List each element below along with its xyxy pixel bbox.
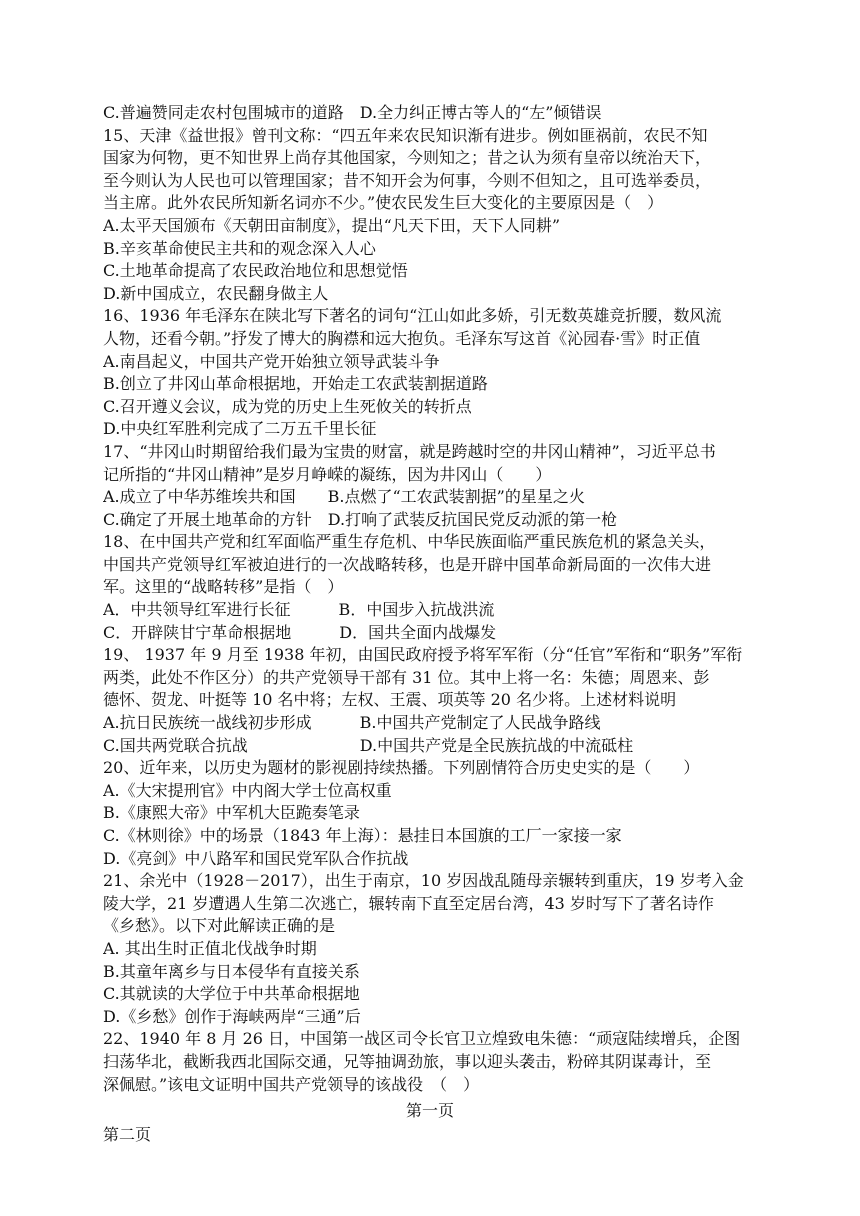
option-cd: C.确定了开展土地革命的方针 D.打响了武装反抗国民党反动派的第一枪	[103, 509, 618, 529]
text-line: 德怀、贺龙、叶挺等 10 名中将；左权、王震、项英等 20 名少将。上述材料说明	[103, 690, 677, 710]
text-line: 深佩慰。”该电文证明中国共产党领导的该战役 （ ）	[103, 1074, 480, 1094]
text-line: 军。这里的“战略转移”是指（ ）	[103, 577, 344, 597]
question-21-stem: 21、余光中（1928－2017），出生于南京，10 岁因战乱随母亲辗转到重庆，19 岁考入金	[103, 871, 744, 891]
question-16-stem: 16、1936 年毛泽东在陕北写下著名的词句“江山如此多娇，引无数英雄竞折腰，数风流	[103, 306, 722, 326]
question-20-stem: 20、近年来，以历史为题材的影视剧持续热播。下列剧情符合历史史实的是（ ）	[103, 758, 700, 778]
text-line: 人物，还看今朝。”抒发了博大的胸襟和远大抱负。毛泽东写这首《沁园春·雪》时正值	[103, 328, 701, 348]
page-number-center: 第一页	[405, 1101, 454, 1120]
option-d: D.《乡愁》创作于海峡两岸“三通”后	[103, 1006, 361, 1026]
question-15-stem: 15、天津《益世报》曾刊文称：“四五年来农民知识渐有进步。例如匪祸前，农民不知	[103, 125, 708, 145]
option-ab: A．中共领导红军进行长征 B．中国步入抗战洪流	[103, 600, 495, 620]
question-18-stem: 18、在中国共产党和红军面临严重生存危机、中华民族面临严重民族危机的紧急关头，	[103, 532, 716, 552]
question-17-stem: 17、“井冈山时期留给我们最为宝贵的财富，就是跨越时空的井冈山精神”，习近平总书	[103, 441, 716, 461]
text-line: 扫荡华北，截断我西北国际交通，兄等抽调劲旅，事以迎头袭击，粉碎其阴谋毒计，至	[103, 1051, 712, 1071]
option-b: B.其童年离乡与日本侵华有直接关系	[103, 961, 360, 981]
document-body	[103, 102, 759, 1096]
option-a: A.南昌起义，中国共产党开始独立领导武装斗争	[103, 351, 440, 371]
option-a: A. 其出生时正值北伐战争时期	[103, 938, 317, 958]
text-line: C.普遍赞同走农村包围城市的道路 D.全力纠正博古等人的“左”倾错误	[103, 103, 602, 122]
option-cd: C．开辟陕甘宁革命根据地 D．国共全面内战爆发	[103, 622, 497, 642]
option-b: B.《康熙大帝》中军机大臣跪奏笔录	[103, 803, 360, 823]
text-line: 《乡愁》。以下对此解读正确的是	[103, 916, 336, 936]
page-number-left: 第二页	[103, 1125, 152, 1144]
option-d: D.《亮剑》中八路军和国民党军队合作抗战	[103, 848, 409, 868]
option-c: C.土地革命提高了农民政治地位和思想觉悟	[103, 261, 408, 281]
option-ab: A.抗日民族统一战线初步形成 B.中国共产党制定了人民战争路线	[103, 713, 601, 733]
text-line: 陵大学，21 岁遭遇人生第二次逃亡，辗转南下直至定居台湾，43 岁时写下了著名诗作	[103, 893, 714, 913]
text-line: 记所指的“井冈山精神”是岁月峥嵘的凝练，因为井冈山（ ）	[103, 464, 552, 484]
option-b: B.创立了井冈山革命根据地，开始走工农武装割据道路	[103, 374, 488, 394]
text-line: 至今则认为人民也可以管理国家；昔不知开会为何事，今则不但知之，且可选举委员，	[103, 170, 712, 190]
option-b: B.辛亥革命使民主共和的观念深入人心	[103, 238, 376, 258]
question-19-stem: 19、 1937 年 9 月至 1938 年初，由国民政府授予将军军衔（分“任官”军衔和“职务”军衔	[103, 645, 743, 665]
text-line: 两类，此处不作区分）的共产党领导干部有 31 位。其中上将一名：朱德；周恩来、彭	[103, 667, 710, 687]
option-d: D.中央红军胜利完成了二万五千里长征	[103, 419, 377, 439]
option-d: D.新中国成立，农民翻身做主人	[103, 283, 329, 303]
text-line: 当主席。此外农民所知新名词亦不少。”使农民发生巨大变化的主要原因是（ ）	[103, 193, 664, 213]
text-line: 中国共产党领导红军被迫进行的一次战略转移，也是开辟中国革命新局面的一次伟大进	[103, 554, 712, 574]
option-ab: A.成立了中华苏维埃共和国 B.点燃了“工农武装割据”的星星之火	[103, 487, 585, 507]
option-c: C.《林则徐》中的场景（1843 年上海）：悬挂日本国旗的工厂一家接一家	[103, 826, 622, 845]
question-22-stem: 22、1940 年 8 月 26 日，中国第一战区司令长官卫立煌致电朱德：“顽寇陆续增兵，企图	[103, 1029, 741, 1049]
option-cd: C.国共两党联合抗战 D.中国共产党是全民族抗战的中流砥柱	[103, 735, 634, 755]
option-c: C.召开遵义会议，成为党的历史上生死攸关的转折点	[103, 396, 472, 416]
option-c: C.其就读的大学位于中共革命根据地	[103, 984, 360, 1004]
option-a: A.《大宋提刑官》中内阁大学士位高权重	[103, 780, 392, 800]
text-line: 国家为何物，更不知世界上尚存其他国家，今则知之；昔之认为须有皇帝以统治天下，	[103, 148, 712, 168]
option-a: A.太平天国颁布《天朝田亩制度》，提出“凡天下田，天下人同耕”	[103, 215, 561, 235]
